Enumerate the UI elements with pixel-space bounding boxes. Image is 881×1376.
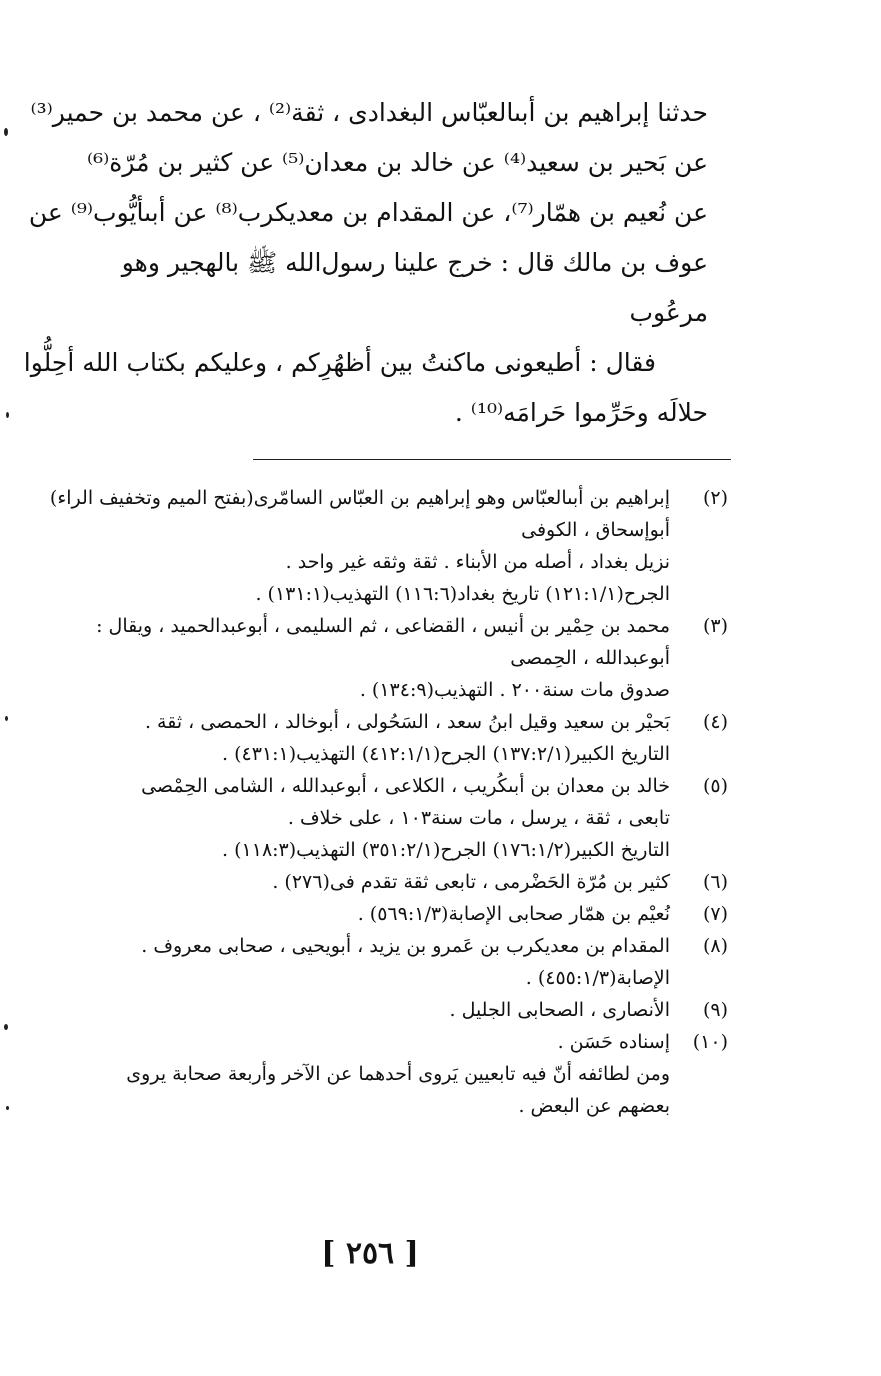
- footnote-line: بعضهم عن البعض .: [518, 1095, 670, 1117]
- footnote-line: نزيل بغداد ، أصله من الأبناء . ثقة وثقه غير واحد .: [285, 551, 670, 573]
- footnote: [40, 994, 728, 1026]
- footnote-number: (٦): [702, 871, 728, 893]
- main-text-line: مرعُوب: [629, 298, 708, 327]
- footnote-line: أبوإسحاق ، الكوفى: [521, 519, 670, 541]
- main-text: [23, 88, 708, 438]
- main-text-line: عن بَحير بن سعيد⁽⁴⁾ عن خالد بن معدان⁽⁵⁾ عن كثير بن مُرّة⁽⁶⁾: [86, 148, 708, 177]
- scan-speck: [5, 716, 8, 721]
- footnote-line: الجرح(١٢١:١/١) تاريخ بغداد(١١٦:٦) التهذيب(١٣١:١) .: [255, 583, 670, 605]
- main-text-line: عن نُعيم بن همّار⁽⁷⁾، عن المقدام بن معديكرب⁽⁸⁾ عن أبىأيُّوب⁽⁹⁾ عن: [28, 198, 708, 227]
- main-text-line: فقال : أطيعونى ماكنتُ بين أظهُرِكم ، وعليكم بكتاب الله أحِلُّوا: [23, 348, 656, 377]
- main-text-line: حلالَه وحَرِّموا حَرامَه⁽¹⁰⁾ .: [454, 398, 708, 427]
- footnote-line: الإصابة(٤٥٥:١/٣) .: [525, 967, 670, 989]
- scan-speck: [4, 1024, 8, 1030]
- footnote-number: (٢): [702, 487, 728, 509]
- scan-speck: [4, 128, 8, 136]
- footnote: [40, 1026, 728, 1058]
- scan-speck: [6, 1106, 9, 1110]
- footnote: [40, 930, 728, 994]
- footnote-line: نُعيْم بن همّار صحابى الإصابة(٥٦٩:١/٣) .: [357, 903, 670, 925]
- scan-speck: [6, 412, 9, 418]
- footnote-line: بَحيْر بن سعيد وقيل ابنُ سعد ، السَحُولى ، أبوخالد ، الحمصى ، ثقة .: [144, 711, 670, 733]
- footnote: [40, 482, 728, 610]
- footnote-line: التاريخ الكبير(١٧٦:١/٢) الجرح(٣٥١:٢/١) التهذيب(١١٨:٣) .: [222, 839, 670, 861]
- footnote-number: (٣): [702, 615, 728, 637]
- footnote-line: إبراهيم بن أبىالعبّاس وهو إبراهيم بن العبّاس السامّرى(بفتح الميم وتخفيف الراء): [49, 487, 670, 509]
- footnote: [40, 866, 728, 898]
- footnote-line: كثير بن مُرّة الحَضْرمى ، تابعى ثقة تقدم فى(٢٧٦) .: [272, 871, 670, 893]
- footnote-number: (٤): [702, 711, 728, 733]
- page-number: [ ٢٥٦ ]: [321, 1236, 419, 1271]
- footnote-line: خالد بن معدان بن أبىكُريب ، الكلاعى ، أبوعبدالله ، الشامى الحِمْصى: [141, 775, 670, 797]
- footnote-line: محمد بن حِمْير بن أنيس ، القضاعى ، ثم السليمى ، أبوعبدالحميد ، ويقال :: [96, 615, 670, 637]
- footnote-number: (٧): [702, 903, 728, 925]
- footnote: [40, 706, 728, 770]
- footnote-line: ومن لطائفه أنّ فيه تابعيين يَروى أحدهما عن الآخر وأربعة صحابة يروى: [126, 1063, 670, 1085]
- footnote-number: (٩): [702, 999, 728, 1021]
- footnote: [40, 898, 728, 930]
- footnote-line: المقدام بن معديكرب بن عَمرو بن يزيد ، أبويحيى ، صحابى معروف .: [141, 935, 670, 957]
- footnote: [40, 770, 728, 866]
- footnote-continuation: [40, 1058, 728, 1122]
- footnote-line: أبوعبدالله ، الحِمصى: [510, 647, 670, 669]
- main-text-line: عوف بن مالك قال : خرج علينا رسول‌الله ﷺ بالهجير وهو: [121, 248, 708, 277]
- footnote-number: (٨): [702, 935, 728, 957]
- footnote-divider: [253, 459, 731, 460]
- footnote-number: (٥): [702, 775, 728, 797]
- footnote-line: إسناده حَسَن .: [557, 1031, 670, 1053]
- footnote-number: (١٠): [692, 1031, 728, 1053]
- footnote-line: صدوق مات سنة٢٠٠ . التهذيب(١٣٤:٩) .: [359, 679, 670, 701]
- footnote-line: الأنصارى ، الصحابى الجليل .: [449, 999, 670, 1021]
- footnote: [40, 610, 728, 706]
- footnotes: [40, 482, 728, 1122]
- main-text-line: حدثنا إبراهيم بن أبىالعبّاس البغدادى ، ثقة⁽²⁾ ، عن محمد بن حمير⁽³⁾: [30, 98, 708, 127]
- footnote-line: التاريخ الكبير(١٣٧:٢/١) الجرح(٤١٢:١/١) التهذيب(٤٣١:١) .: [222, 743, 670, 765]
- footnote-line: تابعى ، ثقة ، يرسل ، مات سنة١٠٣ ، على خلاف .: [287, 807, 670, 829]
